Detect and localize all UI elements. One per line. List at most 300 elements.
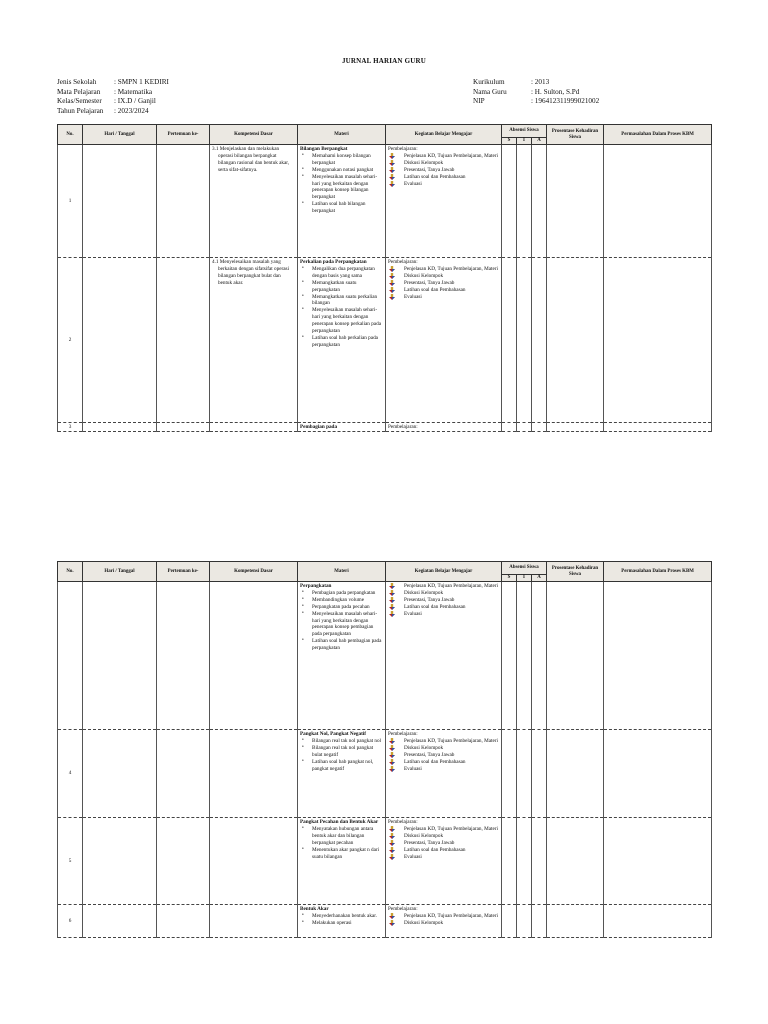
row-date [83, 582, 157, 730]
teacher-info [473, 78, 599, 107]
activity-item [388, 583, 499, 590]
material-item [300, 174, 383, 202]
material-item-text: Menyelesaikan masalah sehari-hari yang berkaitan dengan penerapan konsep perkalian pada perpangkatan [312, 307, 381, 335]
bullet-icon: • [302, 173, 304, 179]
meta-row [473, 78, 599, 88]
journal-table-page-1 [57, 124, 712, 432]
material-item-text: Menyelesaikan masalah sehari-hari yang berkaitan dengan penerapan konsep pembagian pada perpangkatan [312, 610, 378, 638]
activity-item [388, 280, 499, 287]
row-attendance-percentage [547, 145, 604, 258]
activity-item [388, 153, 499, 160]
material-item-text: Mengalikan dua perpangkatan dengan basis yang sama [312, 265, 375, 279]
bullet-icon: • [302, 912, 304, 918]
row-meeting [157, 730, 210, 818]
table-row [58, 423, 712, 432]
material-title: Bentuk Akar [300, 906, 329, 912]
row-attendance-a [532, 905, 547, 938]
row-attendance-s [502, 145, 517, 258]
row-attendance-s [502, 905, 517, 938]
activity-item [388, 920, 499, 927]
bullet-icon: • [302, 638, 304, 644]
meta-value: : 2013 [531, 78, 550, 86]
meta-label: Kurikulum [473, 78, 505, 86]
table-row [58, 582, 712, 730]
material-item-text: Menentukan akar pangkat n dari suatu bilangan [312, 846, 380, 860]
row-activities [386, 145, 502, 258]
meta-label: Kelas/Semester [57, 97, 102, 105]
meta-row [57, 107, 169, 117]
material-list [300, 913, 383, 927]
table-row [58, 730, 712, 818]
meta-row [473, 88, 599, 98]
activity-item [388, 597, 499, 604]
header-attendance: Absensi Siswa [502, 125, 547, 138]
material-title: Pangkat Pecahan dan Bentuk Akar [300, 819, 379, 825]
bullet-icon: • [302, 846, 304, 852]
meta-label: Tahun Pelajaran [57, 106, 104, 115]
bullet-icon: • [302, 919, 304, 925]
meta-value: : 196412311999021002 [531, 97, 600, 105]
arrow-bullet-icon [389, 847, 395, 853]
material-item [300, 590, 383, 597]
bullet-icon: • [302, 293, 304, 299]
material-item-text: Menggunakan notasi pangkat [312, 166, 374, 173]
row-material [298, 258, 386, 423]
bullet-icon: • [302, 758, 304, 764]
row-date [83, 258, 157, 423]
bullet-icon: • [302, 307, 304, 313]
meta-value: : Matematika [114, 87, 153, 96]
material-item [300, 153, 383, 167]
row-attendance-s [502, 258, 517, 423]
activity-item [388, 913, 499, 920]
header-date: Hari / Tanggal [83, 125, 157, 145]
row-material [298, 582, 386, 730]
material-list [300, 590, 383, 652]
activity-item-text: Evaluasi [404, 853, 422, 860]
row-meeting [157, 258, 210, 423]
material-item-text: Memangkatkan suatu perkalian bilangan [312, 293, 378, 307]
activities-list [388, 266, 499, 301]
activity-item-text: Penjelasan KD, Tujuan Pembelajaran, Materi [404, 152, 498, 159]
activity-item-text: Presentasi, Tanya Jawab [404, 166, 455, 173]
arrow-bullet-icon [389, 174, 395, 180]
material-item [300, 597, 383, 604]
activities-list [388, 153, 499, 188]
row-attendance-percentage [547, 258, 604, 423]
row-material [298, 145, 386, 258]
row-basic-competence: 3.1 Menjelaskan dan melakukan operasi bilangan berpangkat bilangan rasional dan bentuk akar, serta sifat-sifatnya. [210, 145, 298, 258]
bullet-icon: • [302, 737, 304, 743]
row-meeting [157, 905, 210, 938]
activity-item-text: Diskusi Kelompok [404, 589, 444, 596]
row-attendance-s [502, 582, 517, 730]
school-info [57, 78, 169, 116]
row-basic-competence [210, 905, 298, 938]
activities-intro: Pembelajaran: [388, 906, 418, 912]
row-problems [604, 145, 712, 258]
meta-label: NIP [473, 97, 485, 105]
row-material [298, 423, 386, 432]
row-activities [386, 258, 502, 423]
material-item-text: Pembagian pada perpangkatan [312, 589, 376, 596]
arrow-bullet-icon [389, 597, 395, 603]
activities-list [388, 738, 499, 773]
activity-item-text: Evaluasi [404, 610, 422, 617]
activity-item [388, 854, 499, 861]
material-item-text: Latihan soal bab perkalian pada perpangkatan [312, 334, 378, 348]
bullet-icon: • [302, 589, 304, 595]
header-no: No. [58, 562, 83, 582]
material-item-text: Latihan soal bab pangkat nol, pangkat negatif [312, 758, 374, 772]
header-basic-competence: Kompetensi Dasar [210, 125, 298, 145]
arrow-bullet-icon [389, 840, 395, 846]
header-attendance: Absensi Siswa [502, 562, 547, 575]
row-basic-competence: 4.1 Menyelesaikan masalah yang berkaitan dengan sifatsifat operasi bilangan berpangkat bulat dan bentuk akar. [210, 258, 298, 423]
activity-item-text: Presentasi, Tanya Jawab [404, 839, 455, 846]
activity-item-text: Evaluasi [404, 765, 422, 772]
material-item-text: Bilangan real tak nol pangkat bulat negatif [312, 744, 374, 758]
header-problems: Permasalahan Dalam Proses KBM [604, 562, 712, 582]
header-meeting: Pertemuan ke- [157, 125, 210, 145]
row-date [83, 145, 157, 258]
material-item [300, 847, 383, 861]
header-attendance-i: I [517, 138, 532, 145]
material-item [300, 738, 383, 745]
header-attendance-s: S [502, 138, 517, 145]
activity-item-text: Diskusi Kelompok [404, 832, 444, 839]
row-number: 4 [58, 730, 83, 818]
material-title: Pembagian pada [300, 424, 338, 430]
row-activities [386, 423, 502, 432]
activity-item-text: Diskusi Kelompok [404, 919, 444, 926]
activity-item [388, 160, 499, 167]
row-meeting [157, 423, 210, 432]
header-basic-competence: Kompetensi Dasar [210, 562, 298, 582]
row-attendance-i [517, 818, 532, 905]
header-problems: Permasalahan Dalam Proses KBM [604, 125, 712, 145]
row-problems [604, 905, 712, 938]
material-item [300, 745, 383, 759]
material-item-text: Melakukan operasi [312, 919, 352, 926]
row-material [298, 818, 386, 905]
activities-intro: Pembelajaran: [388, 731, 418, 737]
row-attendance-i [517, 145, 532, 258]
arrow-bullet-icon [389, 273, 395, 279]
activity-item [388, 266, 499, 273]
row-activities [386, 905, 502, 938]
arrow-bullet-icon [389, 611, 395, 617]
header-attendance-i: I [517, 575, 532, 582]
material-item [300, 201, 383, 215]
row-attendance-percentage [547, 423, 604, 432]
activity-item [388, 181, 499, 188]
row-material [298, 905, 386, 938]
row-date [83, 423, 157, 432]
row-attendance-a [532, 818, 547, 905]
activity-item-text: Penjelasan KD, Tujuan Pembelajaran, Materi [404, 737, 498, 744]
activity-item-text: Evaluasi [404, 293, 422, 300]
arrow-bullet-icon [389, 738, 395, 744]
material-item [300, 167, 383, 174]
meta-value: : IX.D / Ganjil [114, 97, 156, 105]
activity-item [388, 604, 499, 611]
bullet-icon: • [302, 596, 304, 602]
row-activities [386, 582, 502, 730]
header-attendance-s: S [502, 575, 517, 582]
row-attendance-a [532, 423, 547, 432]
material-item [300, 638, 383, 652]
row-attendance-i [517, 730, 532, 818]
header-material: Materi [298, 562, 386, 582]
arrow-bullet-icon [389, 294, 395, 300]
material-item-text: Perpangkatan pada pecahan [312, 603, 370, 610]
row-problems [604, 423, 712, 432]
meta-label: Jenis Sekolah [57, 78, 97, 86]
activities-intro: Pembelajaran: [388, 819, 418, 825]
activity-item-text: Presentasi, Tanya Jawab [404, 751, 455, 758]
activity-item [388, 167, 499, 174]
bullet-icon: • [302, 334, 304, 340]
activity-item [388, 611, 499, 618]
row-problems [604, 818, 712, 905]
row-attendance-a [532, 258, 547, 423]
table-row [58, 905, 712, 938]
material-item [300, 307, 383, 335]
header-material: Materi [298, 125, 386, 145]
row-attendance-i [517, 905, 532, 938]
material-item [300, 294, 383, 308]
row-date [83, 905, 157, 938]
activities-list [388, 913, 499, 927]
material-item-text: Menyederhanakan bentuk akar. [312, 912, 377, 919]
bullet-icon: • [302, 265, 304, 271]
row-meeting [157, 145, 210, 258]
activity-item [388, 294, 499, 301]
row-attendance-a [532, 145, 547, 258]
material-item-text: Memahami konsep bilangan berpangkat [312, 152, 371, 166]
material-list [300, 153, 383, 215]
row-basic-competence [210, 730, 298, 818]
activities-intro: Pembelajaran: [388, 146, 418, 152]
activity-item-text: Presentasi, Tanya Jawab [404, 596, 455, 603]
activity-item [388, 826, 499, 833]
row-attendance-s [502, 730, 517, 818]
arrow-bullet-icon [389, 759, 395, 765]
arrow-bullet-icon [389, 181, 395, 187]
activity-item [388, 590, 499, 597]
row-meeting [157, 582, 210, 730]
material-item [300, 280, 383, 294]
row-problems [604, 582, 712, 730]
row-attendance-percentage [547, 582, 604, 730]
arrow-bullet-icon [389, 913, 395, 919]
table-row [58, 258, 712, 423]
material-list [300, 266, 383, 349]
activity-item-text: Latihan soal dan Pembahasan [404, 603, 466, 610]
meta-row [57, 78, 169, 88]
header-meeting: Pertemuan ke- [157, 562, 210, 582]
meta-value: : 2023/2024 [114, 106, 149, 115]
activities-intro: Pembelajaran: [388, 424, 418, 430]
row-meeting [157, 818, 210, 905]
meta-label: Nama Guru [473, 87, 507, 96]
row-attendance-percentage [547, 905, 604, 938]
material-item-text: Bilangan real tak nol pangkat nol [312, 737, 382, 744]
arrow-bullet-icon [389, 826, 395, 832]
row-number: 5 [58, 818, 83, 905]
arrow-bullet-icon [389, 604, 395, 610]
arrow-bullet-icon [389, 280, 395, 286]
header-no: No. [58, 125, 83, 145]
arrow-bullet-icon [389, 833, 395, 839]
row-basic-competence [210, 423, 298, 432]
activity-item [388, 766, 499, 773]
row-attendance-i [517, 423, 532, 432]
bullet-icon: • [302, 603, 304, 609]
arrow-bullet-icon [389, 167, 395, 173]
material-item-text: Memangkatkan suatu perpangkatan [312, 279, 357, 293]
material-title: Bilangan Berpangkat [300, 146, 348, 152]
row-problems [604, 258, 712, 423]
activity-item [388, 759, 499, 766]
material-title: Pangkat Nol, Pangkat Negatif [300, 731, 366, 737]
row-number: 6 [58, 905, 83, 938]
arrow-bullet-icon [389, 752, 395, 758]
arrow-bullet-icon [389, 583, 395, 589]
bullet-icon: • [302, 201, 304, 207]
row-number: 2 [58, 258, 83, 423]
header-date: Hari / Tanggal [83, 562, 157, 582]
table-row [58, 145, 712, 258]
row-date [83, 730, 157, 818]
row-attendance-s [502, 423, 517, 432]
meta-row [57, 88, 169, 98]
header-attendance-percentage: Prosentase Kehadiran Siswa [547, 562, 604, 582]
header-attendance-percentage: Prosentase Kehadiran Siswa [547, 125, 604, 145]
material-item [300, 604, 383, 611]
row-number: 1 [58, 145, 83, 258]
row-attendance-percentage [547, 730, 604, 818]
bullet-icon: • [302, 166, 304, 172]
material-title: Perpangkatan [300, 583, 332, 589]
activity-item-text: Latihan soal dan Pembahasan [404, 846, 466, 853]
material-item [300, 826, 383, 847]
material-item-text: Menyatakan hubungan antara bentuk akar dan bilangan berpangkat pecahan [312, 825, 374, 846]
activity-item-text: Penjelasan KD, Tujuan Pembelajaran, Materi [404, 825, 498, 832]
activity-item-text: Penjelasan KD, Tujuan Pembelajaran, Materi [404, 265, 498, 272]
activity-item-text: Penjelasan KD, Tujuan Pembelajaran, Materi [404, 912, 498, 919]
row-number: 3 [58, 423, 83, 432]
row-date [83, 818, 157, 905]
row-activities [386, 730, 502, 818]
bullet-icon: • [302, 825, 304, 831]
bullet-icon: • [302, 152, 304, 158]
activity-item [388, 174, 499, 181]
material-item [300, 611, 383, 639]
table-row [58, 818, 712, 905]
activity-item [388, 738, 499, 745]
row-basic-competence [210, 582, 298, 730]
meta-row [57, 97, 169, 107]
row-basic-competence [210, 818, 298, 905]
activity-item-text: Latihan soal dan Pembahasan [404, 758, 466, 765]
arrow-bullet-icon [389, 854, 395, 860]
row-problems [604, 730, 712, 818]
activity-item-text: Latihan soal dan Pembahasan [404, 173, 466, 180]
activity-item [388, 752, 499, 759]
activity-item-text: Latihan soal dan Pembahasan [404, 286, 466, 293]
activity-item [388, 273, 499, 280]
row-attendance-i [517, 258, 532, 423]
activity-item [388, 833, 499, 840]
material-item [300, 266, 383, 280]
activity-item-text: Diskusi Kelompok [404, 159, 444, 166]
arrow-bullet-icon [389, 920, 395, 926]
activities-list [388, 826, 499, 861]
header-attendance-a: A [532, 138, 547, 145]
material-title: Perkalian pada Perpangkatan [300, 259, 367, 265]
meta-value: : H. Sulton, S.Pd [531, 87, 580, 96]
row-attendance-percentage [547, 818, 604, 905]
header-attendance-a: A [532, 575, 547, 582]
page-title: JURNAL HARIAN GURU [341, 57, 427, 65]
arrow-bullet-icon [389, 287, 395, 293]
activity-item [388, 745, 499, 752]
material-item [300, 335, 383, 349]
row-number [58, 582, 83, 730]
row-attendance-a [532, 582, 547, 730]
meta-label: Mata Pelajaran [57, 87, 101, 96]
material-item-text: Membandingkan volume [312, 596, 365, 603]
material-item-text: Latihan soal bab bilangan berpangkat [312, 201, 366, 215]
meta-value: : SMPN 1 KEDIRI [114, 78, 169, 86]
activity-item-text: Diskusi Kelompok [404, 744, 444, 751]
meta-row [473, 97, 599, 107]
row-attendance-a [532, 730, 547, 818]
row-activities [386, 818, 502, 905]
journal-table-page-2 [57, 561, 712, 938]
arrow-bullet-icon [389, 766, 395, 772]
activity-item [388, 847, 499, 854]
header-activities: Kegiatan Belajar Mengajar [386, 125, 502, 145]
bullet-icon: • [302, 279, 304, 285]
material-list [300, 738, 383, 773]
row-material [298, 730, 386, 818]
activity-item-text: Evaluasi [404, 180, 422, 187]
activity-item-text: Diskusi Kelompok [404, 272, 444, 279]
bullet-icon: • [302, 744, 304, 750]
activity-item [388, 287, 499, 294]
row-attendance-i [517, 582, 532, 730]
arrow-bullet-icon [389, 153, 395, 159]
activities-list [388, 583, 499, 618]
arrow-bullet-icon [389, 745, 395, 751]
activity-item [388, 840, 499, 847]
bullet-icon: • [302, 610, 304, 616]
material-item-text: Menyelesaikan masalah sehari-hari yang berkaitan dengan penerapan konsep bilangan berpangkat [312, 173, 378, 201]
header-activities: Kegiatan Belajar Mengajar [386, 562, 502, 582]
material-item [300, 759, 383, 773]
arrow-bullet-icon [389, 160, 395, 166]
arrow-bullet-icon [389, 590, 395, 596]
material-item [300, 913, 383, 920]
material-list [300, 826, 383, 861]
activity-item-text: Penjelasan KD, Tujuan Pembelajaran, Materi [404, 583, 498, 589]
material-item [300, 920, 383, 927]
arrow-bullet-icon [389, 266, 395, 272]
material-item-text: Latihan soal bab pembagian pada perpangkatan [312, 638, 382, 652]
